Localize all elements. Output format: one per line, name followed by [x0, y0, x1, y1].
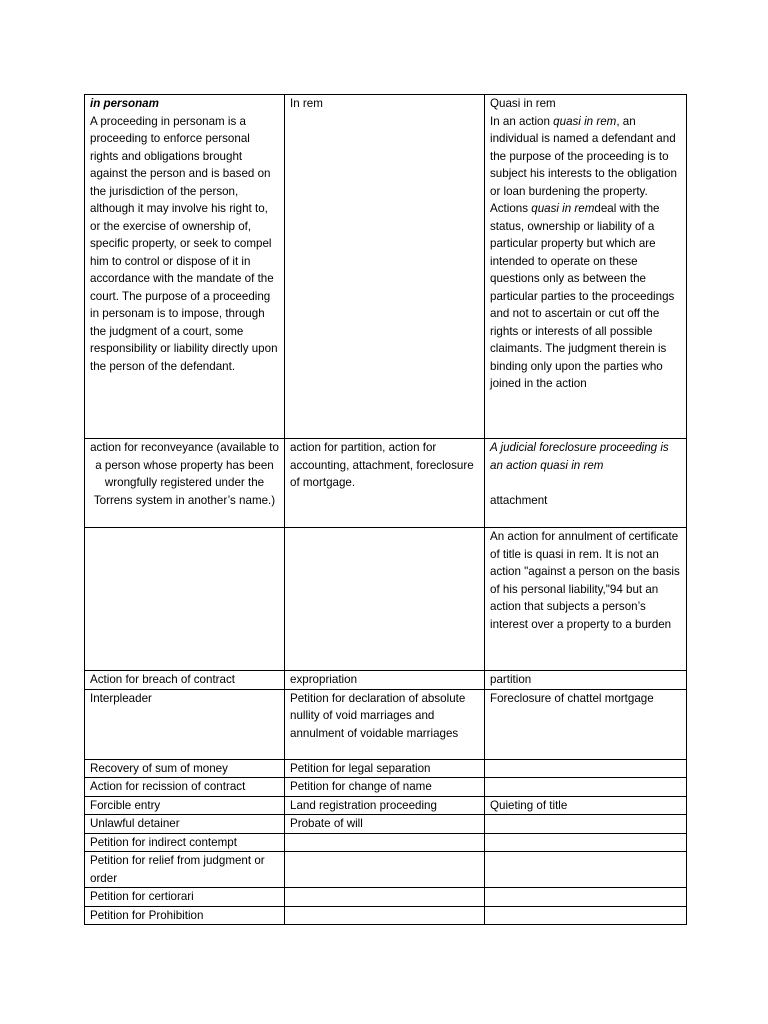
cell-in-personam-definition: [85, 95, 285, 439]
table-row-definitions: [85, 95, 687, 439]
cell-quasi-in-rem: [485, 815, 687, 834]
cell-in-personam: Unlawful detainer: [85, 815, 285, 834]
cell-in-personam: Petition for indirect contempt: [85, 833, 285, 852]
cell-in-personam: Action for breach of contract: [85, 671, 285, 690]
cell-in-personam: Forcible entry: [85, 796, 285, 815]
in-rem-examples-text: action for partition, action for accounting, attachment, foreclosure of mortgage.: [290, 441, 474, 489]
cell-in-personam: Petition for Prohibition: [85, 906, 285, 925]
table-row: [85, 888, 687, 907]
cell-in-rem: Probate of will: [285, 815, 485, 834]
quasi-in-rem-definition-text: [490, 113, 681, 393]
cell-in-personam: Petition for relief from judgment or order: [85, 852, 285, 888]
quasi-def-part-b: quasi in rem: [553, 114, 617, 128]
judicial-foreclosure-text: A judicial foreclosure proceeding is an action quasi in rem: [490, 441, 669, 472]
cell-in-personam: Petition for certiorari: [85, 888, 285, 907]
table-row: [85, 759, 687, 778]
cell-in-personam: Recovery of sum of money: [85, 759, 285, 778]
cell-in-rem: Petition for change of name: [285, 778, 485, 797]
annulment-note-text: An action for annulment of certificate of title is quasi in rem. It is not an action "against a person on the basis of his personal liability,"94 but an action that subjects a person’s interest over a property to a burden: [490, 530, 680, 631]
cell-in-rem: [285, 888, 485, 907]
cell-quasi-in-rem: [485, 833, 687, 852]
cell-in-rem: Land registration proceeding: [285, 796, 485, 815]
cell-in-rem-definition: [285, 95, 485, 439]
table-row: [85, 796, 687, 815]
cell-in-rem: [285, 833, 485, 852]
cell-action-for-reconveyance: [85, 439, 285, 528]
table-row-reconveyance: [85, 439, 687, 528]
cell-in-rem: [285, 852, 485, 888]
cell-quasi-in-rem: partition: [485, 671, 687, 690]
column-header-quasi-in-rem: Quasi in rem: [490, 97, 556, 110]
cell-quasi-in-rem: Quieting of title: [485, 796, 687, 815]
cell-quasi-in-rem: Foreclosure of chattel mortgage: [485, 689, 687, 759]
cell-in-personam: Action for recission of contract: [85, 778, 285, 797]
cell-in-rem-examples: [285, 439, 485, 528]
cell-in-personam: Interpleader: [85, 689, 285, 759]
table-row: [85, 906, 687, 925]
cell-annulment-note: [485, 528, 687, 671]
table-row: [85, 815, 687, 834]
cell-quasi-in-rem-definition: [485, 95, 687, 439]
quasi-def-part-c: , an individual is named a defendant and the purpose of the proceeding is to subject his interests to the obligation or loan burdening the property. Actions: [490, 114, 677, 215]
cell-in-rem: Petition for declaration of absolute nullity of void marriages and annulment of voidable marriages: [285, 689, 485, 759]
column-header-in-rem: In rem: [290, 97, 323, 110]
quasi-def-part-e: deal with the status, ownership or liability of a particular property but which are intended to operate on these questions only as between the particular parties to the proceedings and not to ascertain or cut off the rights or interests of all possible claimants. The judgment therein is binding only upon the parties who joined in the action: [490, 202, 675, 390]
empty-cell: [85, 528, 285, 671]
table-row: [85, 852, 687, 888]
table-row: [85, 833, 687, 852]
cell-quasi-in-rem: [485, 759, 687, 778]
cell-quasi-in-rem: [485, 888, 687, 907]
action-for-reconveyance-text: action for reconveyance (available to a person whose property has been wrongfully registered under the Torrens system in another’s name.): [90, 441, 279, 507]
cell-in-rem: expropriation: [285, 671, 485, 690]
in-personam-definition-text: A proceeding in personam is a proceeding to enforce personal rights and obligations brought against the person and is based on the jurisdiction of the person, although it may involve his right to, or the exercise of ownership of, specific property, or seek to compel him to control or dispose of it in accordance with the mandate of the court. The purpose of a proceeding in personam is to impose, through the judgment of a court, some responsibility or liability directly upon the person of the defendant.: [90, 114, 278, 373]
column-header-in-personam: in personam: [90, 97, 159, 110]
cell-in-rem: [285, 906, 485, 925]
table-row: [85, 689, 687, 759]
table-row: [85, 671, 687, 690]
empty-cell: [285, 528, 485, 671]
cell-quasi-examples: [485, 439, 687, 528]
cell-in-rem: Petition for legal separation: [285, 759, 485, 778]
attachment-text: attachment: [490, 493, 548, 507]
cell-quasi-in-rem: [485, 852, 687, 888]
table-row: [85, 778, 687, 797]
table-row-annulment: [85, 528, 687, 671]
cell-quasi-in-rem: [485, 906, 687, 925]
quasi-def-part-a: In an action: [490, 114, 554, 128]
quasi-def-part-d: quasi in rem: [531, 202, 595, 215]
actions-comparison-table: [84, 94, 687, 925]
cell-quasi-in-rem: [485, 778, 687, 797]
